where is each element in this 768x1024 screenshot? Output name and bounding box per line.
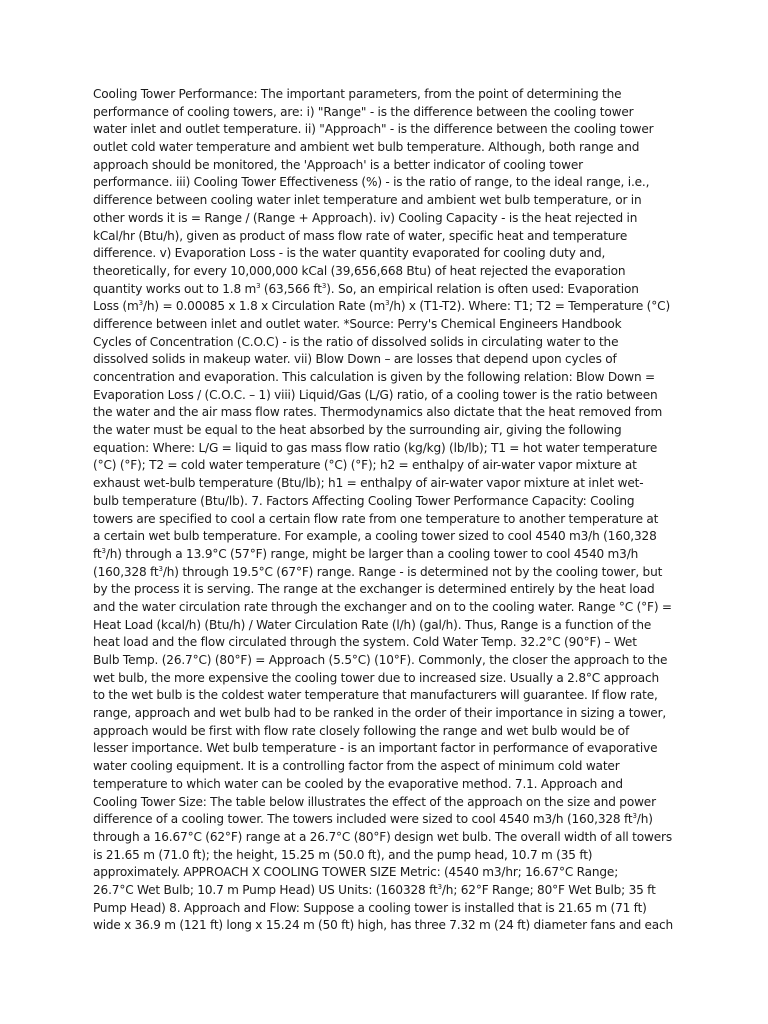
text-line: lesser importance. Wet bulb temperature - is an important factor in performance of evaporative	[93, 741, 658, 756]
text-run: /h) through a 13.9°C (57°F) range, might be larger than a cooling tower to cool 4540 m3/h	[105, 546, 639, 561]
text-line: outlet cold water temperature and ambient wet bulb temperature. Although, both range and	[93, 140, 640, 155]
text-run: (63,566 ft	[260, 281, 322, 296]
superscript: 3	[385, 299, 390, 308]
text-line: wet bulb, the more expensive the cooling tower due to increased size. Usually a 2.8°C approach	[93, 670, 659, 685]
text-line: performance. iii) Cooling Tower Effectiveness (%) - is the ratio of range, to the ideal range, i.e.,	[93, 175, 650, 190]
text-line: exhaust wet-bulb temperature (Btu/lb); h1 = enthalpy of air-water vapor mixture at inlet wet-	[93, 476, 644, 491]
text-line: kCal/hr (Btu/h), given as product of mass flow rate of water, specific heat and temperature	[93, 228, 628, 243]
text-line: range, approach and wet bulb had to be ranked in the order of their importance in sizing a tower,	[93, 706, 667, 721]
text-line: to the wet bulb is the coldest water temperature that manufacturers will guarantee. If flow rate,	[93, 688, 658, 703]
text-line: difference. v) Evaporation Loss - is the water quantity evaporated for cooling duty and,	[93, 246, 606, 261]
text-line: difference between cooling water inlet temperature and ambient wet bulb temperature, or in	[93, 193, 642, 208]
superscript: 3	[437, 882, 442, 891]
text-line: heat load and the flow circulated through the system. Cold Water Temp. 32.2°C (90°F) – Wet	[93, 635, 637, 650]
text-line: and the water circulation rate through the exchanger and on to the cooling water. Range °C (°F) =	[93, 599, 672, 614]
text-line: Bulb Temp. (26.7°C) (80°F) = Approach (5.5°C) (10°F). Commonly, the closer the approach to the	[93, 653, 668, 667]
superscript: 3	[101, 546, 106, 555]
text-line	[93, 565, 662, 579]
text-run: /h)	[636, 812, 653, 827]
text-line: Heat Load (kcal/h) (Btu/h) / Water Circulation Rate (l/h) (gal/h). Thus, Range is a function of the	[93, 617, 652, 632]
text-line: dissolved solids in makeup water. vii) Blow Down – are losses that depend upon cycles of	[93, 352, 617, 367]
text-line: approach should be monitored, the 'Approach' is a better indicator of cooling tower	[93, 157, 583, 172]
text-run: /h) through 19.5°C (67°F) range. Range - is determined not by the cooling tower, but	[162, 564, 663, 579]
text-run: (160,328 ft	[93, 564, 159, 579]
text-line	[93, 299, 670, 313]
text-line	[93, 547, 638, 561]
superscript: 3	[138, 299, 143, 308]
text-run: /h) = 0.00085 x 1.8 x Circulation Rate (m	[142, 299, 386, 314]
text-run: ft	[93, 546, 102, 561]
text-run: ). So, an empirical relation is often used: Evaporation	[326, 281, 639, 296]
text-line: a certain wet bulb temperature. For example, a cooling tower sized to cool 4540 m3/h (160,328	[93, 529, 657, 544]
text-line: difference between inlet and outlet water. *Source: Perry's Chemical Engineers Handbook	[93, 316, 622, 331]
text-line: Cooling Tower Performance: The important parameters, from the point of determining the	[93, 87, 622, 101]
text-run: quantity works out to 1.8 m	[93, 281, 257, 296]
text-line: towers are specified to cool a certain flow rate from one temperature to another temperature at	[93, 511, 659, 526]
text-run: /h) x (T1-T2). Where: T1; T2 = Temperature (°C)	[389, 299, 671, 314]
text-line: bulb temperature (Btu/lb). 7. Factors Affecting Cooling Tower Performance Capacity: Cooling	[93, 493, 635, 508]
text-line: theoretically, for every 10,000,000 kCal (39,656,668 Btu) of heat rejected the evaporation	[93, 263, 626, 278]
superscript: 3	[256, 281, 261, 290]
text-line: is 21.65 m (71.0 ft); the height, 15.25 m (50.0 ft), and the pump head, 10.7 m (35 ft)	[93, 847, 593, 862]
text-run: 26.7°C Wet Bulb; 10.7 m Pump Head) US Units: (160328 ft	[93, 882, 438, 897]
text-line	[93, 883, 656, 897]
text-line: water cooling equipment. It is a controlling factor from the aspect of minimum cold water	[93, 759, 620, 774]
text-line: other words it is = Range / (Range + Approach). iv) Cooling Capacity - is the heat rejected in	[93, 210, 638, 225]
text-line: Evaporation Loss / (C.O.C. – 1) viii) Liquid/Gas (L/G) ratio, of a cooling tower is the ratio between	[93, 387, 658, 402]
text-line: by the process it is serving. The range at the exchanger is determined entirely by the heat load	[93, 582, 655, 597]
text-line: Cooling Tower Size: The table below illustrates the effect of the approach on the size and power	[93, 794, 656, 809]
superscript: 3	[321, 281, 327, 290]
text-line: equation: Where: L/G = liquid to gas mass flow ratio (kg/kg) (lb/lb); T1 = hot water temperature	[93, 440, 658, 455]
body-paragraph	[93, 86, 675, 935]
text-run: /h; 62°F Range; 80°F Wet Bulb; 35 ft	[441, 882, 656, 897]
text-line: (°C) (°F); T2 = cold water temperature (°C) (°F); h2 = enthalpy of air-water vapor mixture at	[93, 458, 637, 473]
text-line: Cycles of Concentration (C.O.C) - is the ratio of dissolved solids in circulating water to the	[93, 334, 619, 349]
text-line: approximately. APPROACH X COOLING TOWER SIZE Metric: (4540 m3/hr; 16.67°C Range;	[93, 865, 619, 880]
text-run: Loss (m	[93, 299, 139, 314]
text-line: wide x 36.9 m (121 ft) long x 15.24 m (50 ft) high, has three 7.32 m (24 ft) diameter fans and each	[93, 918, 674, 933]
text-line: approach would be first with flow rate closely following the range and wet bulb would be of	[93, 723, 630, 738]
superscript: 3	[158, 564, 163, 573]
text-line: the water must be equal to the heat absorbed by the surrounding air, giving the following	[93, 423, 622, 438]
text-line	[93, 282, 639, 296]
text-line	[93, 812, 653, 826]
text-line: water inlet and outlet temperature. ii) "Approach" - is the difference between the cooling tower	[93, 122, 654, 137]
text-line: temperature to which water can be cooled by the evaporative method. 7.1. Approach and	[93, 776, 623, 791]
text-line: through a 16.67°C (62°F) range at a 26.7°C (80°F) design wet bulb. The overall width of all towers	[93, 829, 672, 844]
text-line: Pump Head) 8. Approach and Flow: Suppose a cooling tower is installed that is 21.65 m (71 ft)	[93, 900, 647, 915]
text-line: performance of cooling towers, are: i) "Range" - is the difference between the cooling tower	[93, 104, 634, 119]
text-line: the water and the air mass flow rates. Thermodynamics also dictate that the heat removed from	[93, 405, 663, 420]
text-run: difference of a cooling tower. The towers included were sized to cool 4540 m3/h (160,328 ft	[93, 812, 633, 827]
text-line: concentration and evaporation. This calculation is given by the following relation: Blow Down =	[93, 370, 656, 384]
superscript: 3	[632, 812, 637, 821]
